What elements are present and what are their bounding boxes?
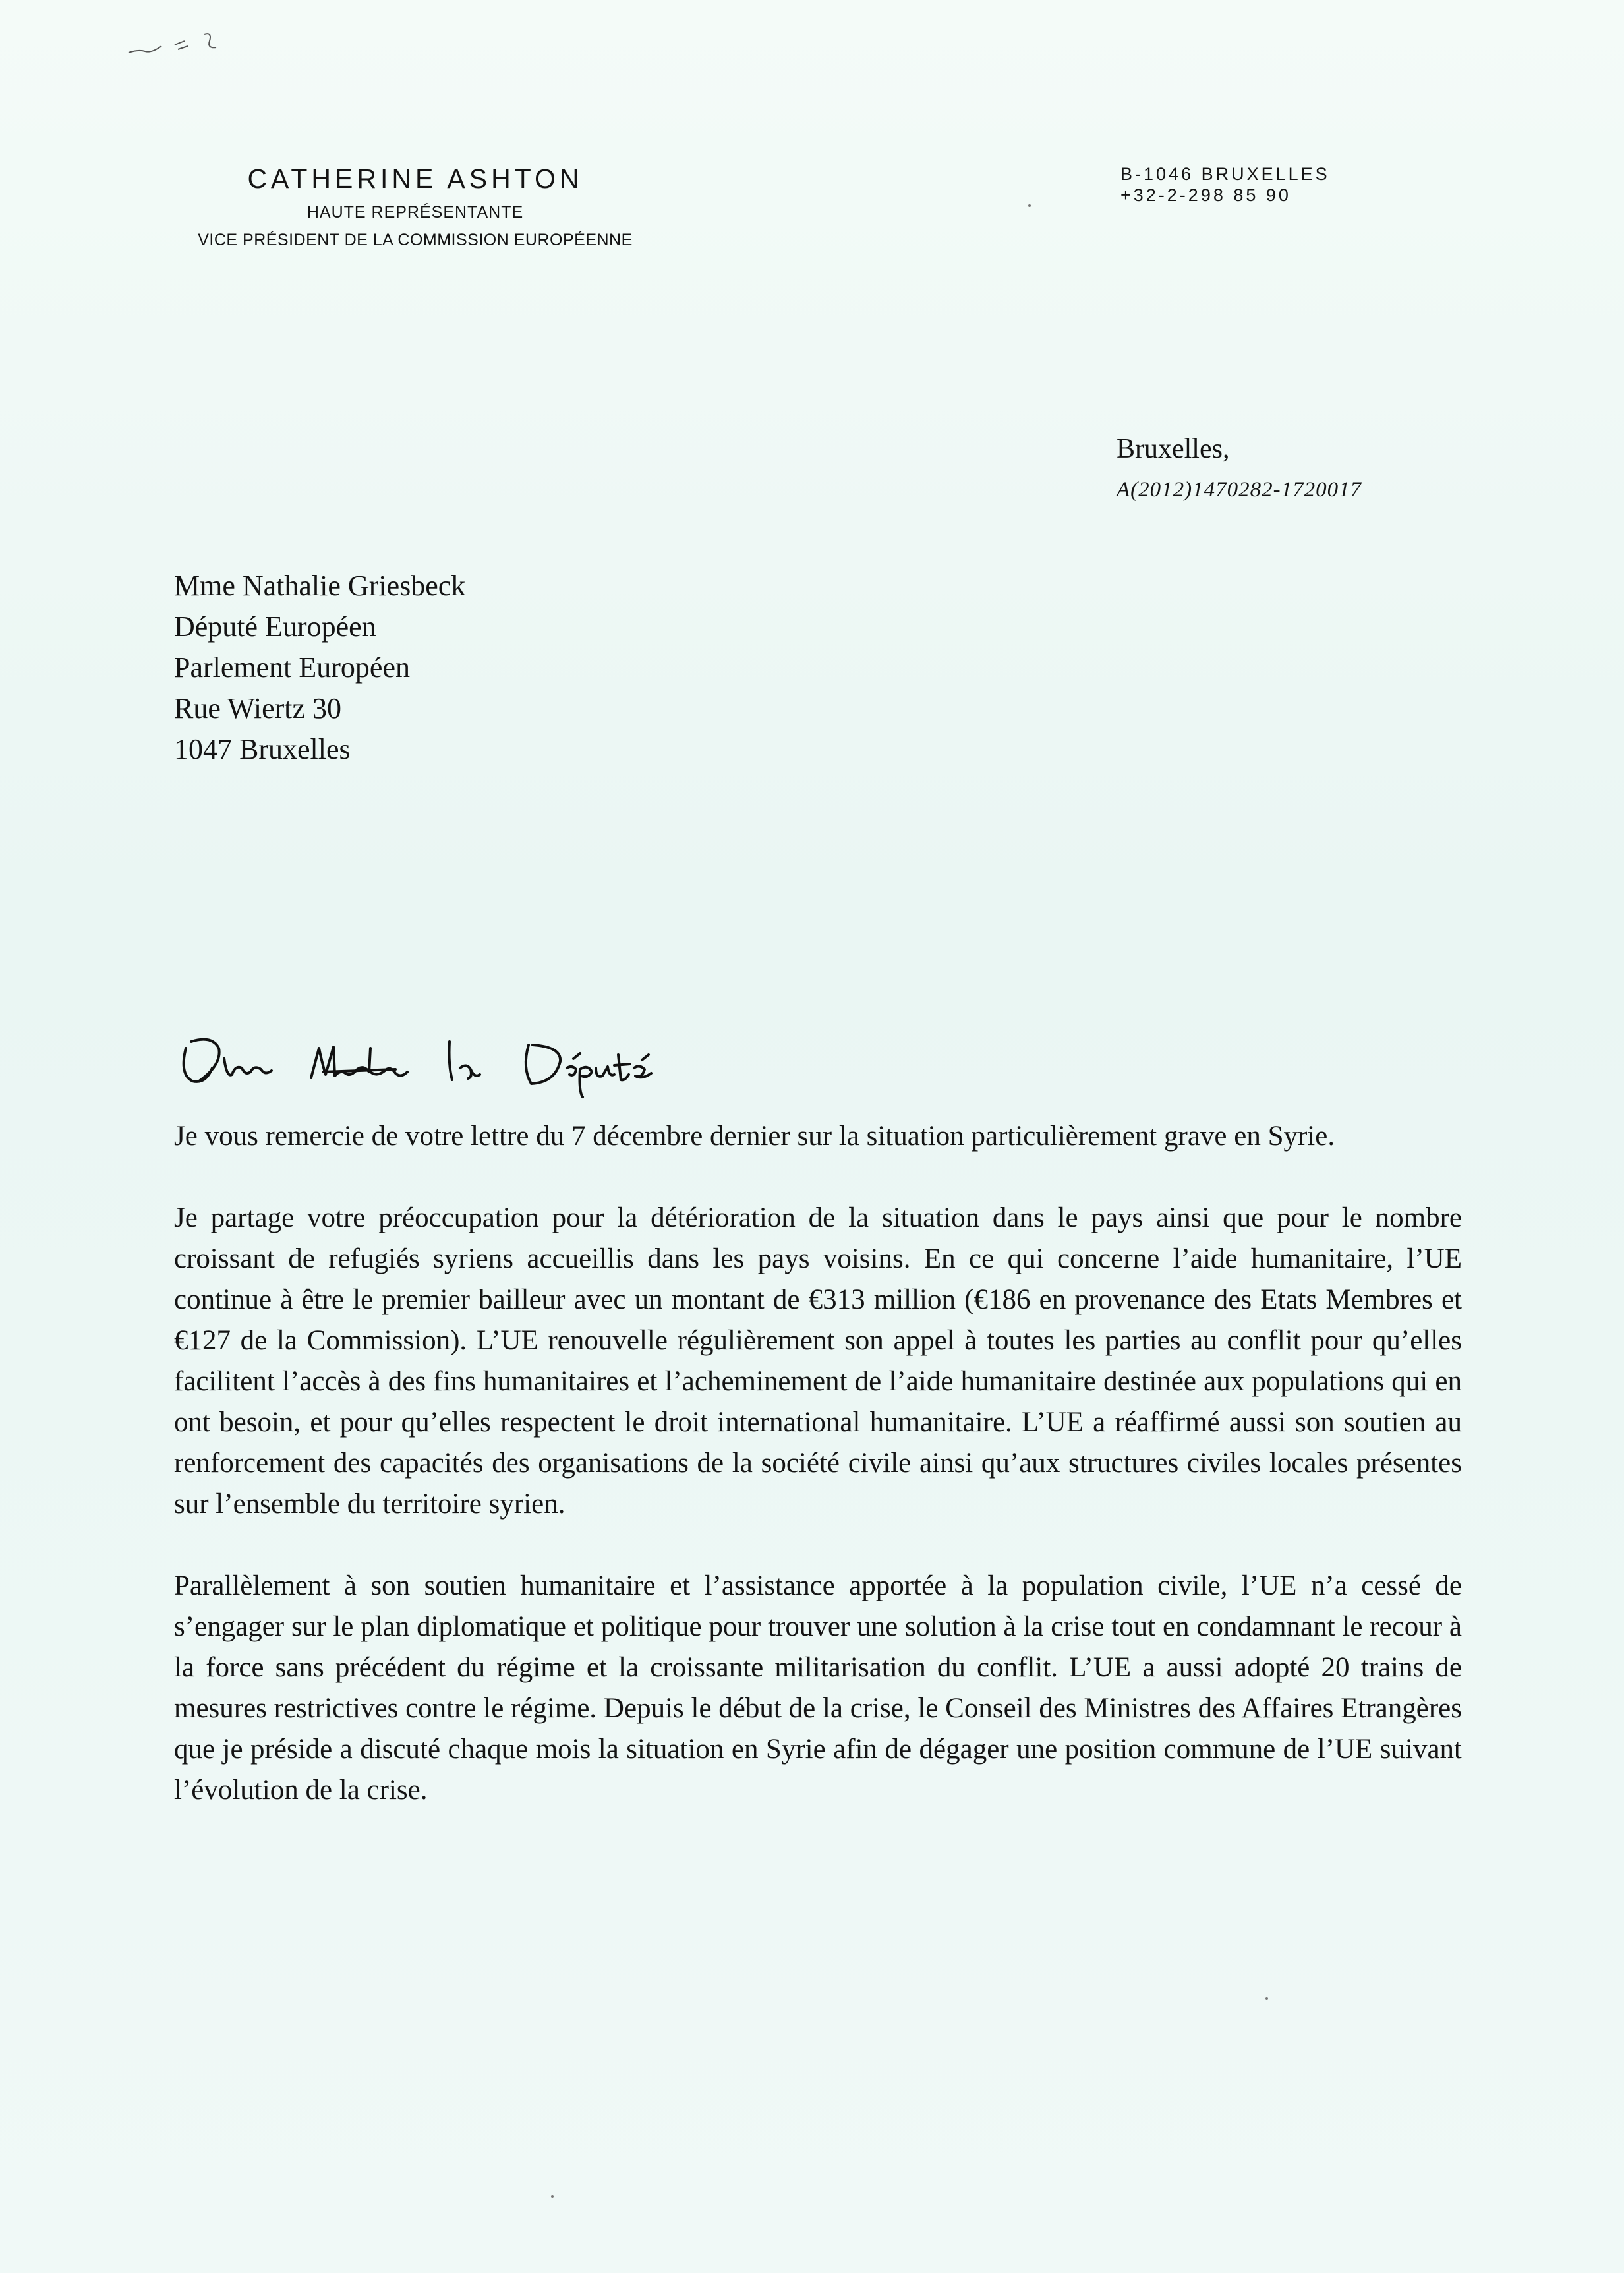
paragraph-1: Je vous remercie de votre lettre du 7 décembre dernier sur la situation particulièrement grave en Syrie. — [174, 1121, 1335, 1152]
scan-mark — [125, 26, 231, 59]
handwritten-salutation — [173, 1028, 674, 1101]
letter-body — [174, 1116, 1462, 1852]
letterhead — [152, 162, 679, 252]
sender-name: CATHERINE ASHTON — [247, 163, 583, 194]
recipient-address — [174, 566, 465, 770]
phone-number: +32-2-298 85 90 — [1120, 185, 1291, 205]
postal-address: B-1046 BRUXELLES — [1120, 164, 1330, 184]
paragraph-2: Je partage votre préoccupation pour la détérioration de la situation dans le pays ainsi que pour le nombre croissant de refugiés syriens accueillis dans les pays voisins. En ce qui concerne l’aide humanitaire, l’UE continue à être le premier bailleur avec un montant de €313 million (€186 en provenance des Etats Membres et €127 de la Commission). L’UE renouvelle régulièrement son appel à toutes les parties au conflit pour qu’elles facilitent l’accès à des fins humanitaires et l’acheminement de l’aide humanitaire destinée aux populations qui en ont besoin, et pour qu’elles respectent le droit international humanitaire. L’UE a réaffirmé aussi son soutien au renforcement des capacités des organisations de la société civile ainsi qu’aux structures civiles locales présentes sur l’ensemble du territoire syrien. — [174, 1202, 1462, 1520]
scan-speck — [551, 2195, 554, 2198]
recipient-title: Député Européen — [174, 610, 376, 643]
place-and-reference — [1116, 428, 1362, 510]
recipient-city: 1047 Bruxelles — [174, 733, 351, 765]
sender-title: HAUTE REPRÉSENTANTE — [306, 203, 524, 221]
recipient-institution: Parlement Européen — [174, 651, 410, 684]
scan-speck — [1028, 204, 1031, 207]
paragraph-3: Parallèlement à son soutien humanitaire et l’assistance apportée à la population civile, l’UE n’a cessé de s’engager sur le plan diplomatique et politique pour trouver une solution à la crise tout en condamnant le recour à la force sans précédent du régime et la croissante militarisation du conflit. L’UE a aussi adopté 20 trains de mesures restrictives contre le régime. Depuis le début de la crise, le Conseil des Ministres des Affaires Etrangères que je préside a discuté chaque mois la situation en Syrie afin de dégager une position commune de l’UE suivant l’évolution de la crise. — [174, 1570, 1462, 1806]
contact-block — [1120, 163, 1330, 206]
recipient-street: Rue Wiertz 30 — [174, 692, 342, 724]
scan-speck — [1265, 1997, 1268, 2000]
recipient-name: Mme Nathalie Griesbeck — [174, 570, 466, 602]
place: Bruxelles, — [1116, 434, 1230, 464]
reference-number: A(2012)1470282-1720017 — [1116, 478, 1362, 502]
sender-subtitle: VICE PRÉSIDENT DE LA COMMISSION EUROPÉENNE — [198, 231, 633, 249]
